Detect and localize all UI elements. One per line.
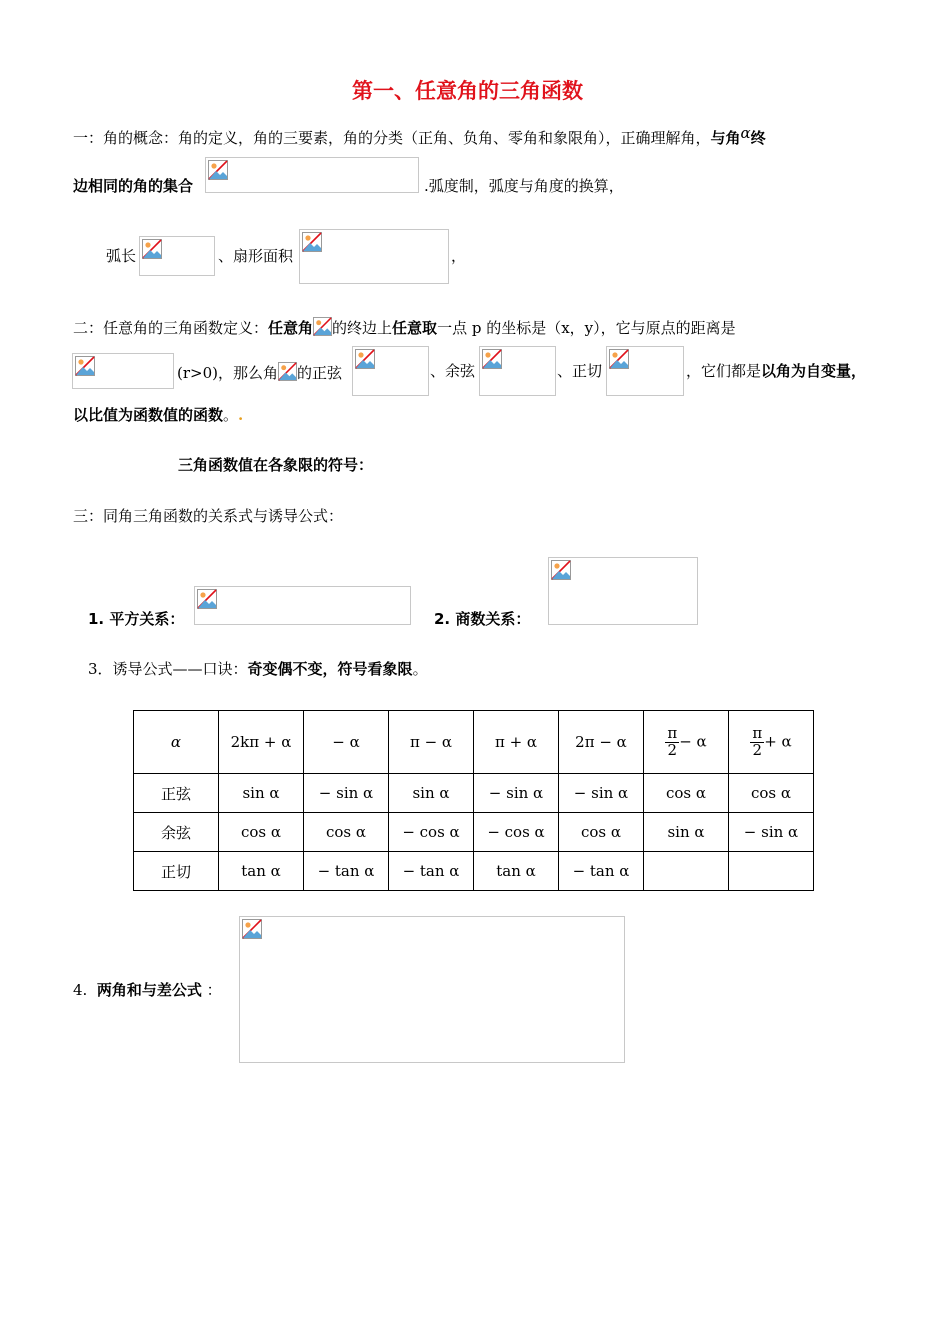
broken-image-icon	[482, 349, 502, 373]
fraction-denominator: 2	[752, 740, 763, 759]
s2-line1-end: 一点 p 的坐标是（x，y），它与原点的距离是	[437, 319, 736, 337]
fraction	[665, 723, 679, 759]
table-cell: − tan α	[389, 852, 474, 891]
row-label: 余弦	[134, 813, 219, 852]
s2-terminal-side: 的终边上	[332, 319, 393, 337]
s2-period: 。	[223, 406, 239, 424]
formula-image-r	[72, 353, 174, 389]
table-cell: cos α	[644, 774, 729, 813]
table-cell: cos α	[729, 774, 814, 813]
table-row-sine	[134, 774, 814, 813]
table-row-tangent	[134, 852, 814, 891]
arc-length-label: 弧长	[106, 247, 137, 265]
header-2kpi-plus-alpha: 2kπ + α	[219, 711, 304, 774]
s2-r-condition: (r>0)，那么角	[177, 364, 278, 382]
quadrant-signs-heading: 三角函数值在各象限的符号：	[178, 456, 374, 474]
table-cell: sin α	[219, 774, 304, 813]
header-neg-alpha: − α	[304, 711, 389, 774]
s4-colon: ：	[206, 981, 222, 999]
table-cell: − sin α	[474, 774, 559, 813]
table-cell: − sin α	[304, 774, 389, 813]
row-label: 正切	[134, 852, 219, 891]
table-cell: sin α	[644, 813, 729, 852]
broken-image-icon	[242, 919, 262, 943]
row-label: 正弦	[134, 774, 219, 813]
sum-diff-formula-label: 两角和与差公式	[96, 981, 202, 999]
fraction-numerator: π	[752, 723, 763, 742]
alpha-symbol: α	[740, 124, 751, 142]
broken-image-icon	[142, 239, 162, 263]
formula-image-arc-length	[139, 236, 215, 276]
formula-image-angle-set	[205, 157, 419, 193]
s2-ratio-function: 以比值为函数值的函数	[73, 406, 224, 424]
table-cell: cos α	[304, 813, 389, 852]
table-cell	[644, 852, 729, 891]
table-cell: − tan α	[304, 852, 389, 891]
s1-line2-text: .弧度制，弧度与角度的换算，	[424, 177, 624, 195]
broken-image-icon	[208, 160, 228, 184]
square-relation-label: 1. 平方关系：	[88, 610, 185, 628]
table-cell: − cos α	[474, 813, 559, 852]
header-alpha: α	[134, 711, 219, 774]
table-cell: tan α	[219, 852, 304, 891]
quotient-relation-label: 2. 商数关系：	[434, 610, 531, 628]
table-cell: − sin α	[559, 774, 644, 813]
s4-line	[73, 981, 222, 999]
broken-image-icon	[313, 317, 332, 340]
table-cell: cos α	[559, 813, 644, 852]
s3-item3	[88, 660, 428, 678]
s2-independent-var: 以角为自变量，	[761, 362, 867, 380]
s2-cosine-label: 、余弦	[430, 362, 476, 380]
header-op: − α	[679, 732, 707, 750]
formula-image-sector-area	[299, 229, 449, 284]
s1-line1-text: 一：角的概念：角的定义，角的三要素，角的分类（正角、负角、零角和象限角），正确理解角，	[73, 129, 711, 147]
s2-line3	[73, 406, 243, 424]
s2-line1-text: 二：任意角的三角函数定义：	[73, 319, 269, 337]
s2-line2-end	[686, 362, 866, 380]
s1-line2-bold: 边相同的角的集合	[73, 177, 194, 195]
fraction-denominator: 2	[667, 740, 678, 759]
broken-image-icon	[551, 560, 571, 584]
formula-image-sine	[352, 346, 429, 396]
table-cell: sin α	[389, 774, 474, 813]
table-cell: tan α	[474, 852, 559, 891]
header-op: + α	[764, 732, 792, 750]
table-cell: − cos α	[389, 813, 474, 852]
fraction-numerator: π	[667, 723, 678, 742]
fraction	[750, 723, 764, 759]
formula-image-cosine	[479, 346, 556, 396]
table-header-row	[134, 711, 814, 774]
s1-line3-comma: ，	[451, 247, 467, 265]
table-cell: − tan α	[559, 852, 644, 891]
s1-line1	[73, 124, 766, 147]
s3-period: 。	[412, 660, 428, 678]
header-pi-minus-alpha: π − α	[389, 711, 474, 774]
orange-dot: .	[238, 406, 244, 424]
s4-number: 4.	[73, 981, 88, 999]
sector-area-label: 、扇形面积	[218, 247, 294, 265]
broken-image-icon	[302, 232, 322, 256]
header-pi-plus-alpha: π + α	[474, 711, 559, 774]
formula-image-square-relation	[194, 586, 411, 625]
header-2pi-minus-alpha: 2π − α	[559, 711, 644, 774]
s2-sine-label: 的正弦	[297, 364, 343, 382]
table-cell: cos α	[219, 813, 304, 852]
formula-image-sum-diff	[239, 916, 625, 1063]
s2-tangent-label: 、正切	[557, 362, 603, 380]
mnemonic: 奇变偶不变，符号看象限	[247, 660, 413, 678]
s2-line1	[73, 317, 736, 340]
header-half-pi-minus-alpha	[644, 711, 729, 774]
s2-they-are: ，它们都是	[686, 362, 762, 380]
s1-line1-end: 终	[750, 129, 766, 147]
broken-image-icon	[355, 349, 375, 373]
induction-formula-table	[133, 710, 814, 891]
header-half-pi-plus-alpha	[729, 711, 814, 774]
page-title: 第一、任意角的三角函数	[352, 79, 583, 103]
broken-image-icon	[278, 362, 297, 385]
s1-line1-bold: 与角	[710, 129, 741, 147]
s2-line2-a	[177, 362, 342, 385]
induction-formula-label: 3．诱导公式——口诀：	[88, 660, 248, 678]
broken-image-icon	[197, 589, 217, 613]
broken-image-icon	[75, 356, 95, 380]
table-cell: − sin α	[729, 813, 814, 852]
broken-image-icon	[609, 349, 629, 373]
s3-heading: 三：同角三角函数的关系式与诱导公式：	[73, 507, 344, 525]
formula-image-quotient-relation	[548, 557, 698, 625]
table-cell	[729, 852, 814, 891]
s2-any-take: 任意取	[392, 319, 438, 337]
table-row-cosine	[134, 813, 814, 852]
s2-any-angle: 任意角	[268, 319, 314, 337]
formula-image-tangent	[606, 346, 684, 396]
